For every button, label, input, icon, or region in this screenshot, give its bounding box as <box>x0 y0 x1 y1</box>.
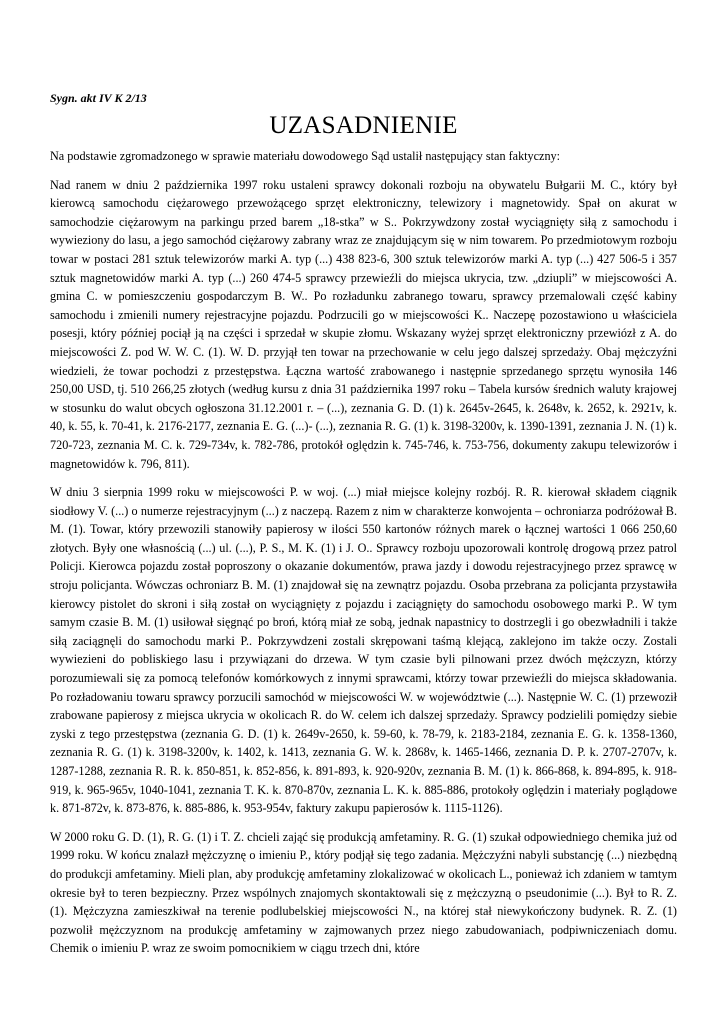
case-signature: Sygn. akt IV K 2/13 <box>50 91 147 105</box>
paragraph-robbery-1997: Nad ranem w dniu 2 października 1997 roku ustaleni sprawcy dokonali rozboju na obywatelu Bułgarii M. C., który był kierowcą samochodu ciężarowego przewożącego sprzęt elektroniczny, telewizory i magnetowidy. Spał on akurat w samochodzie ciężarowym na parkingu przed barem „18-stka” w S.. Pokrzywdzony został wyciągnięty siłą z samochodu i wywieziony do lasu, a jego samochód ciężarowy zabrany wraz ze znajdującym się w nim towarem. Po przedmiotowym rozboju towar w postaci 281 sztuk telewizorów marki A. typ (...) 438 823-6, 300 sztuk telewizorów marki A. typ (...) 427 506-5 i 357 sztuk magnetowidów marki A. typ (...) 260 474-5 sprawcy przewieźli do miejsca ukrycia, tzw. „dziupli” w miejscowości A. gmina C. w pomieszczeniu gospodarczym B. W.. Po rozładunku zabranego towaru, sprawcy przemalowali część kabiny samochodu i zmienili numery rejestracyjne pojazdu. Podrzucili go w miejscowości K.. Naczepę pozostawiono u właściciela posesji, który później pociął ją na części i sprzedał w skupie złomu. Wskazany wyżej sprzęt elektroniczny przewiózł z A. do miejscowości Z. pod W. W. C. (1). W. D. przyjął ten towar na przechowanie w celu jego dalszej sprzedaży. Obaj mężczyźni wiedzieli, że towar pochodzi z przestępstwa. Łączna wartość zrabowanego i następnie sprzedanego sprzętu wynosiła 146 250,00 USD, tj. 510 266,25 złotych (według kursu z dnia 31 października 1997 roku – Tabela kursów średnich waluty krajowej w stosunku do walut obcych ogłoszona 31.12.2001 r. – (...), zeznania G. D. (1) k. 2645v-2645, k. 2648v, k. 2652, k. 2921v, k. 40, k. 55, k. 70-41, k. 2176-2177, zeznania E. G. (...)- (...), zeznania R. G. (1) k. 3198-3200v, k. 1390-1391, zeznania J. N. (1) k. 720-723, zeznania M. C. k. 729-734v, k. 782-786, protokół oględzin k. 745-746, k. 753-756, dokumenty zakupu telewizorów i magnetowidów k. 796, 811). <box>50 177 677 471</box>
document-page <box>50 90 677 968</box>
paragraph-amphetamine-2000: W 2000 roku G. D. (1), R. G. (1) i T. Z. chcieli zająć się produkcją amfetaminy. R. G. (1) szukał odpowiedniego chemika już od 1999 roku. W końcu znalazł mężczyznę o imieniu P., który podjął się tego zadania. Mężczyźni nabyli substancję (...) niezbędną do produkcji amfetaminy. Mieli plan, aby produkcję amfetaminy zlokalizować w okolicach L., ponieważ ich zdaniem w tamtym okresie był to teren bezpieczny. Przez wspólnych znajomych skontaktowali się z mężczyzną o pseudonimie (...). Był to R. Z. (1). Mężczyzna zamieszkiwał na terenie podlubelskiej miejscowości N., na której stał niewykończony budynek. R. Z. (1) pozwolił mężczyznom na produkcję amfetaminy w zajmowanych przez niego zabudowaniach, podpiwniczeniach domu. Chemik o imieniu P. wraz ze swoim pomocnikiem w ciągu trzech dni, które <box>50 829 677 956</box>
document-title: UZASADNIENIE <box>269 112 458 139</box>
intro-sentence: Na podstawie zgromadzonego w sprawie materiału dowodowego Sąd ustalił następujący stan faktyczny: <box>50 149 561 163</box>
paragraph-robbery-1999: W dniu 3 sierpnia 1999 roku w miejscowości P. w woj. (...) miał miejsce kolejny rozbój. R. R. kierował składem ciągnik siodłowy V. (...) o numerze rejestracyjnym (...) z naczepą. Razem z nim w charakterze konwojenta – ochroniarza podróżował B. M. (1). Towar, który przewozili stanowiły papierosy w ilości 550 kartonów różnych marek o łącznej wartości 1 066 250,60 złotych. Były one własnością (...) ul. (...), P. S., M. K. (1) i J. O.. Sprawcy rozboju upozorowali kontrolę drogową przez patrol Policji. Kierowca pojazdu został poproszony o okazanie dokumentów, prawa jazdy i dowodu rejestracyjnego przez sprawcę w stroju policjanta. Wówczas ochroniarz B. M. (1) znajdował się na zewnątrz pojazdu. Osoba przebrana za policjanta przystawiła kierowcy pistolet do skroni i siłą został on wyciągnięty z pojazdu i zaciągnięty do samochodu osobowego marki P.. W tym samym czasie B. M. (1) usiłował sięgnąć po broń, którą miał ze sobą, jednak napastnicy to dostrzegli i go obezwładnili i także siłą zaciągnęli do samochodu marki P.. Pokrzywdzeni zostali skrępowani taśmą klejącą, zaklejono im także oczy. Zostali wywiezieni do pobliskiego lasu i przywiązani do drzewa. W tym czasie byli pilnowani przez dwóch mężczyzn, którzy porozumiewali się za pomocą telefonów komórkowych z innymi sprawcami, którzy towar przewieźli do miejsca składowania. Po rozładowaniu towaru sprawcy porzucili samochód w miejscowości W. w województwie (...). Następnie W. C. (1) przewoził zrabowane papierosy z miejsca ukrycia w okolicach R. do W. celem ich dalszej sprzedaży. Sprawcy podzielili pomiędzy siebie zyski z tego przestępstwa (zeznania G. D. (1) k. 2649v-2650, k. 59-60, k. 78-79, k. 2183-2184, zeznania E. G. k. 1358-1360, zeznania R. G. (1) k. 3198-3200v, k. 1402, k. 1413, zeznania G. W. k. 2868v, k. 1465-1466, zeznania D. P. k. 2707-2707v, k. 1287-1288, zeznania R. R. k. 850-851, k. 852-856, k. 891-893, k. 920-920v, zeznania B. M. (1) k. 866-868, k. 894-895, k. 918-919, k. 965-965v, 1040-1041, zeznania T. K. k. 870-870v, zeznania L. K. k. 885-886, protokoły oględzin i materiały poglądowe k. 871-872v, k. 873-876, k. 885-886, k. 953-954v, faktury zakupu papierosów k. 1115-1126). <box>50 485 677 816</box>
